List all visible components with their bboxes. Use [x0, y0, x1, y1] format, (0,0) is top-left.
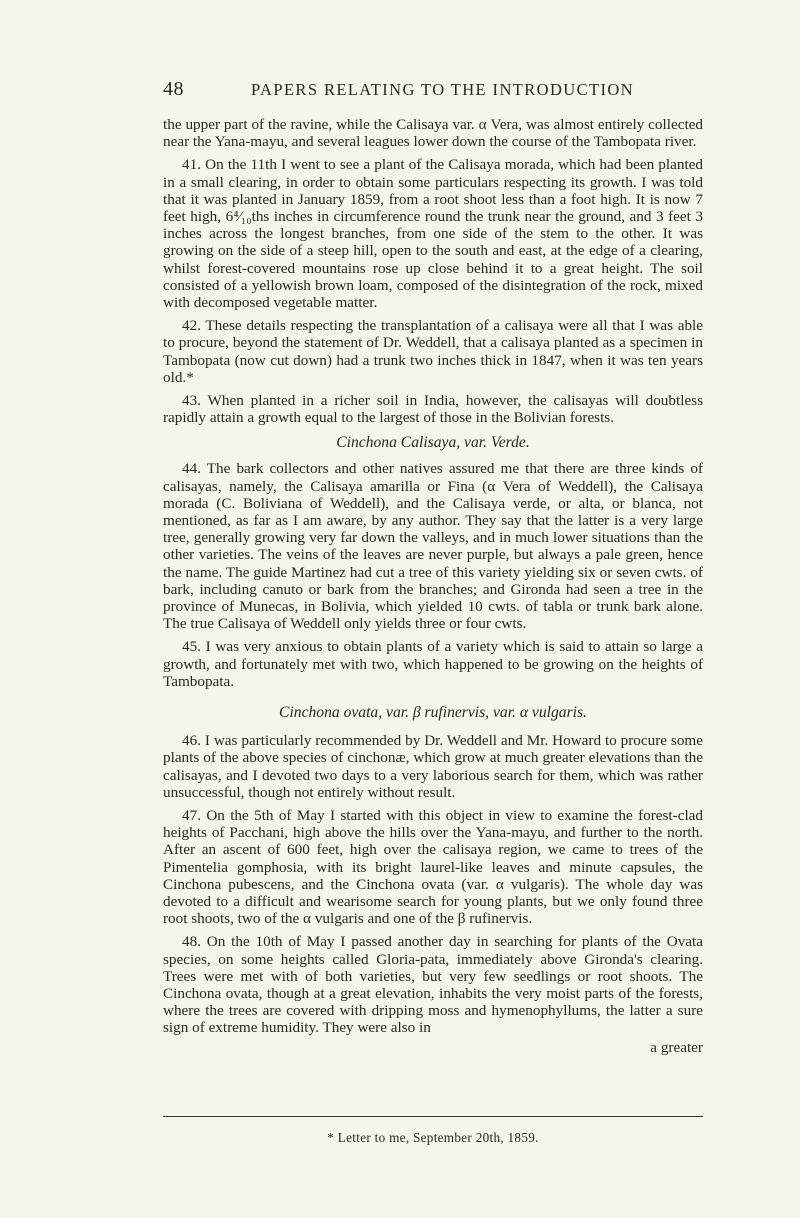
footnote: * Letter to me, September 20th, 1859. — [327, 1130, 539, 1145]
footnote-rule — [163, 1116, 703, 1117]
paragraph-48: 48. On the 10th of May I passed another day in searching for plants of the Ovata species, on some heights called Gloria-pata, immediately above Gironda's clearing. Trees were met with of both varieties, but very few seedlings or root shoots. The Cinchona ovata, though at a great elevation, inhabits the very moist parts of the forests, where the trees are covered with dripping moss and hymenophyllums, the latter a sure sign of extreme humidity. They were also in — [163, 933, 703, 1037]
paragraph-46: 46. I was particularly recommended by Dr. Weddell and Mr. Howard to procure some plants of the above species of cinchonæ, which grow at much greater elevations than the calisayas, and I devoted two days to a very laborious search for them, which was rather unsuccessful, though not entirely without result. — [163, 732, 703, 801]
running-head: PAPERS RELATING TO THE INTRODUCTION — [251, 80, 634, 99]
paragraph-42: 42. These details respecting the transplantation of a calisaya were all that I was able to procure, beyond the statement of Dr. Weddell, that a calisaya planted as a specimen in Tambopata (now cut down) had a trunk two inches thick in 1847, when it was ten years old.* — [163, 317, 703, 386]
paragraph-43: 43. When planted in a richer soil in India, however, the calisayas will doubtless rapidly attain a growth equal to the largest of those in the Bolivian forests. — [163, 392, 703, 427]
paragraph-47: 47. On the 5th of May I started with this object in view to examine the forest-clad heights of Pacchani, high above the hills over the Yana-mayu, and further to the north. After an ascent of 600 feet, high over the calisaya region, we came to trees of the Pimentelia gomphosia, with its bright laurel-like leaves and minute capsules, the Cinchona pubescens, and the Cinchona ovata (var. α vulgaris). The whole day was devoted to a difficult and wearisome search for young plants, but we only found three root shoots, two of the α vulgaris and one of the β rufinervis. — [163, 806, 703, 928]
page-body — [163, 116, 703, 1056]
section-heading-verde: Cinchona Calisaya, var. Verde. — [336, 434, 530, 452]
page-header — [163, 78, 704, 104]
section-heading-ovata: Cinchona ovata, var. β rufinervis, var. α vulgaris. — [279, 704, 587, 722]
catchword: a greater — [650, 1038, 703, 1056]
paragraph-continuation: the upper part of the ravine, while the Calisaya var. α Vera, was almost entirely collected near the Yana-mayu, and several leagues lower down the course of the Tambopata river. — [163, 116, 703, 151]
paragraph-44: 44. The bark collectors and other natives assured me that there are three kinds of calisayas, namely, the Calisaya amarilla or Fina (α Vera of Weddell), the Calisaya morada (C. Boliviana of Weddell), and the Calisaya verde, or alta, or blanca, not mentioned, as far as I am aware, by any author. They say that the latter is a very large tree, generally growing very far down the valleys, and in much lower situations than the other varieties. The veins of the leaves are never purple, but always a pale green, hence the name. The guide Martinez had cut a tree of this variety yielding six or seven cwts. of bark, including canuto or bark from the branches; and Gironda had seen a tree in the province of Munecas, in Bolivia, which yielded 10 cwts. of tabla or trunk bark alone. The true Calisaya of Weddell only yields three or four cwts. — [163, 460, 703, 633]
paragraph-45: 45. I was very anxious to obtain plants of a variety which is said to attain so large a growth, and fortunately met with two, which happened to be growing on the heights of Tambopata. — [163, 638, 703, 690]
page-number: 48 — [163, 78, 184, 100]
paragraph-41: 41. On the 11th I went to see a plant of the Calisaya morada, which had been planted in a small clearing, in order to obtain some particulars respecting its growth. I was told that it was planted in January 1859, from a root shoot less than a foot high. It is now 7 feet high, 6⁴⁄₁₀ths inches in circumference round the trunk near the ground, and 3 feet 3 inches across the longest branches, from one side of the stem to the other. It was growing on the side of a steep hill, open to the south and east, at the edge of a clearing, whilst forest-covered mountains rose up close behind it to a great height. The soil consisted of a yellowish brown loam, composed of the disintegration of the rock, mixed with decomposed vegetable matter. — [163, 156, 703, 312]
